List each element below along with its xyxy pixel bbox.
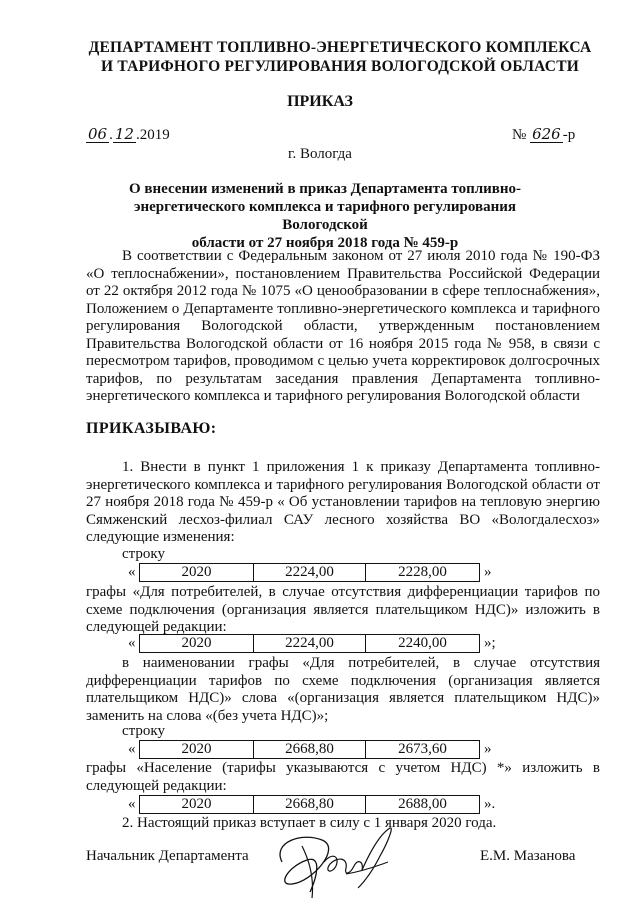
item-1-paragraph: 1. Внести в пункт 1 приложения 1 к приказу Департамента топливно-энергетического комплекса и тарифного регулирования Вологодской области от 27 ноября 2018 года № 459-р « Об установлении тарифов на тепловую энергию Сямженский лесхоз-филиал САУ лесного хозяйства ВО «Вологдалесхоз» следующие изменения: [86,459,600,545]
table-3-close-quote: » [484,741,492,757]
date-day: 06 [88,125,108,143]
tariff-table-3 [139,740,480,759]
tariff-table-4 [139,795,480,814]
date-year: .2019 [135,127,170,143]
table-3-open-quote: « [128,741,136,757]
tariff-table-2 [139,634,480,653]
order-title: ПРИКАЗ [287,93,353,110]
table-4-value-1: 2668,80 [254,796,366,813]
prikazyvayu-heading: ПРИКАЗЫВАЮ: [86,420,217,437]
table-2-close-quote: »; [484,635,496,651]
signer-name: Е.М. Мазанова [480,848,576,864]
item-2-paragraph: 2. Настоящий приказ вступает в силу с 1 января 2020 года. [122,815,497,831]
signer-title: Начальник Департамента [86,848,249,864]
date-month: 12 [114,125,134,143]
table-4-value-2: 2688,00 [398,796,447,812]
table-1-close-quote: » [484,564,492,580]
table-3-value-2: 2673,60 [398,741,447,757]
table-3-year: 2020 [140,741,254,758]
subject-line1: О внесении изменений в приказ Департамента топливно- [128,181,522,197]
handwritten-signature [262,822,402,902]
order-subject [90,180,560,252]
table-3-value-1: 2668,80 [254,741,366,758]
department-header-line2: И ТАРИФНОГО РЕГУЛИРОВАНИЯ ВОЛОГОДСКОЙ ОБЛАСТИ [101,58,579,75]
number-value: 626 [532,125,561,143]
table-2-year: 2020 [140,635,254,652]
stroku-label-1: строку [122,546,165,562]
order-date [86,127,170,144]
table-4-year: 2020 [140,796,254,813]
table-4-close-quote: ». [484,796,496,812]
city: г. Вологда [288,146,352,162]
table-1-open-quote: « [128,564,136,580]
table-4-open-quote: « [128,796,136,812]
tariff-table-1 [139,563,480,582]
department-header-line1: ДЕПАРТАМЕНТ ТОПЛИВНО-ЭНЕРГЕТИЧЕСКОГО КОМПЛЕКСА [88,39,592,56]
grafy-paragraph-1: графы «Для потребителей, в случае отсутствия дифференциации тарифов по схеме подключения (организация является плательщиком НДС)» изложить в следующей редакции: [86,584,600,635]
naimenovanie-paragraph: в наименовании графы «Для потребителей, в случае отсутствия дифференциации тарифов по схеме подключения (организация является плательщиком НДС)» слова «(организация является плательщиком НДС)» заменить на слова «(без учета НДС)»; [86,655,600,724]
number-suffix: -р [562,127,576,143]
table-1-value-2: 2228,00 [398,564,447,580]
grafy-paragraph-2: графы «Население (тарифы указываются с учетом НДС) *» изложить в следующей редакции: [86,760,600,794]
table-1-value-1: 2224,00 [254,564,366,581]
preamble-paragraph: В соответствии с Федеральным законом от 27 июля 2010 года № 190-ФЗ «О теплоснабжении», постановлением Правительства Российской Федерации от 22 октября 2012 года № 1075 «О ценообразовании в сфере теплоснабжения», Положением о Департаменте топливно-энергетического комплекса и тарифного регулирования Вологодской области, утвержденным постановлением Правительства Вологодской области от 16 ноября 2015 года № 958, в связи с пересмотром тарифов, проводимом с целью учета корректировок долгосрочных тарифов, по результатам заседания правления Департамента топливно-энергетического комплекса и тарифного регулирования Вологодской области [86,248,600,404]
order-number [512,127,575,144]
subject-line2: энергетического комплекса и тарифного регулирования Вологодской [133,199,517,233]
table-1-year: 2020 [140,564,254,581]
number-prefix: № [512,127,527,143]
table-2-value-1: 2224,00 [254,635,366,652]
table-2-open-quote: « [128,635,136,651]
date-separator: . [109,127,113,143]
subject-line3: области от 27 ноября 2018 года № 459-р [191,235,459,251]
table-2-value-2: 2240,00 [398,635,447,651]
stroku-label-2: строку [122,723,165,739]
